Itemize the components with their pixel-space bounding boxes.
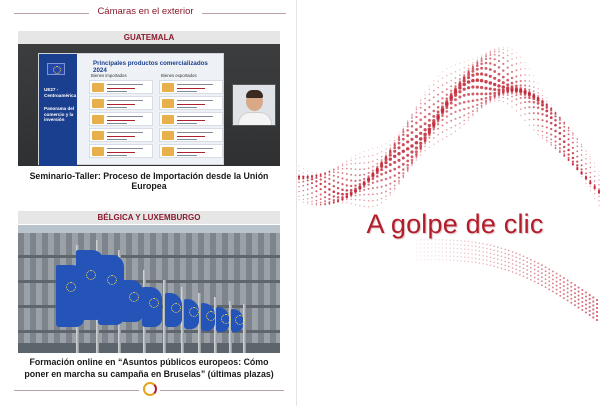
slide-side-title: UE27 - Centroamérica — [44, 87, 77, 98]
slogan-title: A golpe de clic — [366, 209, 544, 239]
slide-col-exports: Bienes exportados — [161, 73, 197, 78]
article-link-seminar[interactable]: Seminario-Taller: Proceso de Importación desde la Unión Europea — [29, 171, 269, 191]
eu-flag-icon — [231, 309, 243, 332]
slide-row — [159, 80, 223, 94]
eu-flag-icon — [165, 293, 182, 327]
footer-rule-left — [14, 390, 139, 391]
slide-sidebar — [39, 54, 77, 166]
article-link-brussels-training[interactable]: Formación online en “Asuntos públicos europeos: Cómo poner en marcha su campaña en Bruselas” (últimas plazas) — [24, 357, 274, 379]
header-rule-left — [14, 13, 89, 14]
header-rule-right — [202, 13, 286, 14]
slide-row — [159, 128, 223, 142]
eu-flag-icon — [121, 280, 143, 322]
footer-rule-right — [160, 390, 284, 391]
eu-flag-icon — [184, 299, 199, 329]
slide-side-subtitle: Panorama del comercio y la inversión — [44, 106, 75, 122]
country-bar-guatemala: GUATEMALA — [18, 31, 280, 44]
slide-row — [159, 96, 223, 110]
dotted-wave-graphic — [297, 0, 600, 406]
slide-row — [89, 112, 153, 126]
cover-panel — [297, 0, 600, 406]
slide-row — [89, 144, 153, 158]
seminar-photo[interactable] — [18, 44, 280, 166]
eu-flags-photo[interactable] — [18, 225, 280, 353]
slide-title: Principales productos comercializados 2024 — [93, 60, 208, 74]
presentation-slide — [38, 53, 224, 165]
slide-row — [89, 96, 153, 110]
slide-row — [89, 80, 153, 94]
eu-flag-icon — [47, 63, 65, 75]
page-header — [0, 0, 300, 30]
slide-row — [89, 128, 153, 142]
slide-col-imports: Bienes importados — [91, 73, 127, 78]
chamber-logo-icon — [143, 382, 157, 396]
slide-row — [159, 144, 223, 158]
eu-flag-icon — [142, 287, 162, 327]
country-bar-belgium-luxembourg: BÉLGICA Y LUXEMBURGO — [18, 211, 280, 224]
slide-row — [159, 112, 223, 126]
eu-flag-icon — [216, 307, 229, 332]
section-title: Cámaras en el exterior — [97, 6, 194, 17]
speaker-webcam — [232, 84, 276, 126]
